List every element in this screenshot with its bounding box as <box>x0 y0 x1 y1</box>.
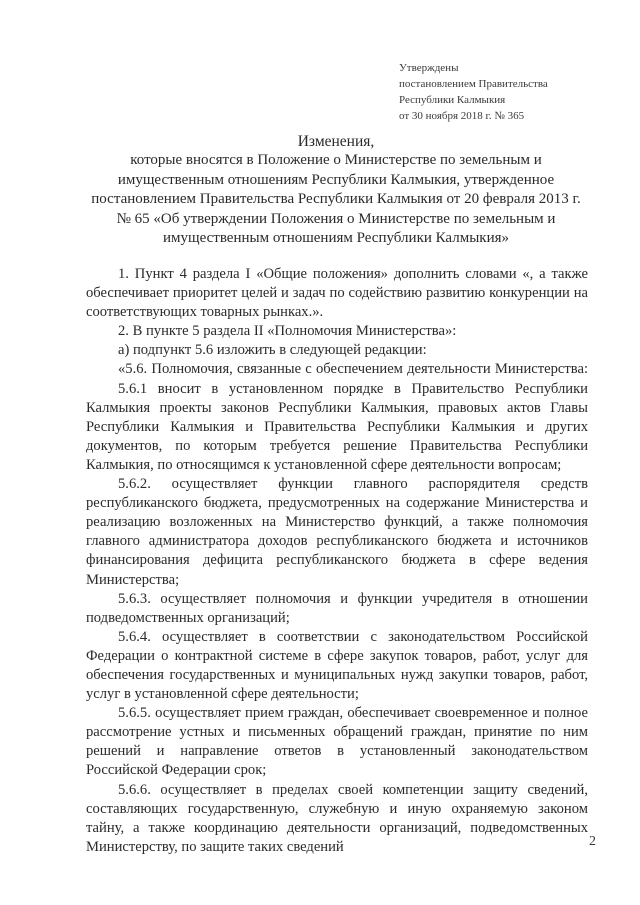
document-title: Изменения, <box>297 133 375 150</box>
document-body <box>86 265 588 857</box>
paragraph: 1. Пункт 4 раздела I «Общие положения» дополнить словами «, а также обеспечивает приоритет целей и задач по содействию развитию конкуренции на соответствующих товарных рынках.». <box>86 266 588 321</box>
paragraph: а) подпункт 5.6 изложить в следующей редакции: <box>118 342 427 359</box>
approval-line: Утверждены <box>399 62 459 74</box>
paragraph: 5.6.2. осуществляет функции главного распорядителя средств республиканского бюджета, предусмотренных на содержание Министерства и реализацию возложенных на Министерство функций, а также полномочия главного администратора доходов республиканского бюджета и источников финансирования дефицита республиканского бюджета в сфере ведения Министерства; <box>86 476 588 588</box>
approval-line: постановлением Правительства <box>399 78 548 90</box>
paragraph: 5.6.1 вносит в установленном порядке в Правительство Республики Калмыкия проекты законов Республики Калмыкия, правовых актов Главы Республики Калмыкия и Правительства Республики Калмыкия и других документов, по которым требуется решение Правительства Республики Калмыкия, по относящимся к установленной сфере деятельности вопросам; <box>86 380 588 473</box>
paragraph: 5.6.3. осуществляет полномочия и функции учредителя в отношении подведомственных организаций; <box>86 590 588 626</box>
paragraph: 2. В пункте 5 раздела II «Полномочия Министерства»: <box>118 323 457 340</box>
paragraph: «5.6. Полномочия, связанные с обеспечением деятельности Министерства: <box>118 361 588 378</box>
approval-line: Республики Калмыкия <box>399 94 506 106</box>
page-number: 2 <box>589 834 596 849</box>
paragraph: 5.6.5. осуществляет прием граждан, обеспечивает своевременное и полное рассмотрение устных и письменных обращений граждан, принятие по ним решений и направление ответов в установленный законодательством Российской Федерации срок; <box>86 705 588 779</box>
paragraph: 5.6.4. осуществляет в соответствии с законодательством Российской Федерации о контрактной системе в сфере закупок товаров, работ, услуг для обеспечения государственных и муниципальных нужд закупки товаров, работ, услуг в установленной сфере деятельности; <box>86 628 588 703</box>
paragraph: 5.6.6. осуществляет в пределах своей компетенции защиту сведений, составляющих государственную, служебную и иную охраняемую законом тайну, а также координацию деятельности организаций, подведомственных Министерству, по защите таких сведений <box>86 781 588 855</box>
approval-stamp <box>399 60 619 124</box>
document-subtitle: которые вносятся в Положение о Министерстве по земельным и имущественным отношениям Республики Калмыкия, утвержденное постановлением Правительства Республики Калмыкия от 20 февраля 2013 г. № 65 «Об утверждении Положения о Министерстве по земельным и имущественным отношениям Республики Калмыкия» <box>91 152 581 247</box>
approval-line: от 30 ноября 2018 г. № 365 <box>399 110 525 122</box>
document-heading <box>86 132 586 248</box>
